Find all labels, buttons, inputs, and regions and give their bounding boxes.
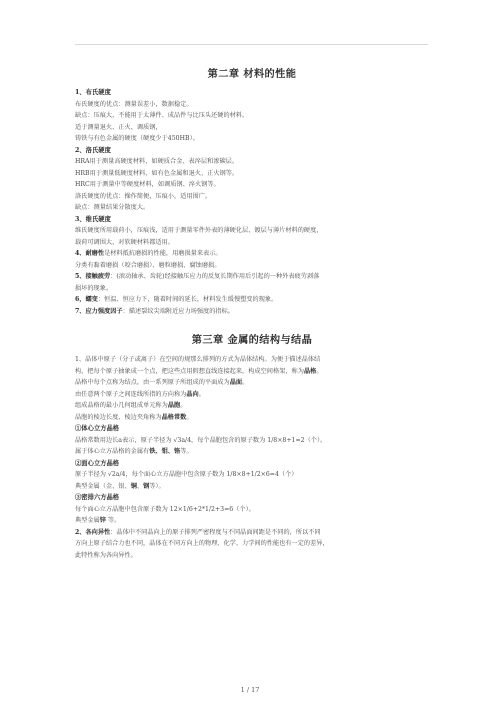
text-line <box>75 412 429 424</box>
text-line <box>75 446 429 458</box>
text-line <box>75 481 429 493</box>
section-rockwell-title: 2、洛氏硬度 <box>75 146 111 154</box>
text-span: 等。 <box>180 448 193 455</box>
text-span: 由任意两个原子之间连线所指的方向称为 <box>75 390 187 398</box>
text-line: 载荷可调围大，对软硬材料都适用。 <box>75 238 174 246</box>
page-number: 1 / 17 <box>240 686 260 694</box>
term-bold: 7、应力强度因子 <box>75 307 123 315</box>
term-bold: 6，蠕变 <box>75 296 98 303</box>
text-line: 维氏硬度所用载荷小，压痕浅，适用于测量零件外表的薄硬化层、镀层与薄片材料的硬度， <box>75 227 323 234</box>
term-bold: 晶面 <box>229 379 243 386</box>
text-span: 、 <box>136 482 144 490</box>
term-bold: 铁、钼、铬 <box>149 448 181 455</box>
text-line: 此特性称为各向异性。 <box>75 551 137 559</box>
text-span: 组成晶格的最小几何组成单元称为 <box>75 402 168 409</box>
text-span: 。 <box>242 379 249 386</box>
chapter-3-title: 第三章 金属的结构与结晶 <box>191 334 313 346</box>
text-span: 。 <box>316 367 323 375</box>
section-anisotropy <box>75 527 429 539</box>
text-span: 构，把每个原子抽象成一个点，把这些点用假想直线连接起来，构成空间格架，称为 <box>75 367 304 375</box>
text-line <box>75 389 429 401</box>
section-vickers-title: 3、维氏硬度 <box>75 215 111 223</box>
term-bold: 铜 <box>130 482 137 490</box>
text-span: 典型金属 <box>75 517 100 524</box>
text-span: ：晶体中不同晶向上的原子排列严密程度与不同晶面间距是不同的，所以不同 <box>110 528 321 536</box>
section-creep <box>75 294 429 306</box>
text-line: HRA用于测量高硬度材料，如硬质合金、表淬层和渗碳层。 <box>75 158 239 165</box>
term-bold: 5、接触疲劳 <box>75 273 111 280</box>
text-line: 晶格常数用边长a表示，原子半径为 √3a/4，每个晶胞包含的原子数为 1/8×8+1=2（个）。 <box>75 436 327 444</box>
section-brinell-title: 1、布氏硬度 <box>75 89 111 96</box>
term-bold: 晶格常数 <box>161 413 187 421</box>
text-span: ：描述裂纹尖端附近应力场强度的指标。 <box>122 307 234 315</box>
text-span: 。 <box>186 413 193 421</box>
term-bold: 晶胞 <box>167 402 181 409</box>
text-line: HRC用于测量中等硬度材料，如调质钢、淬火钢等。 <box>75 181 220 188</box>
document-body <box>75 67 429 561</box>
text-line: HRB用于测量低硬度材料，如有色金属和退火、正火钢等。 <box>75 169 239 177</box>
text-span: 晶胞的棱边长度、棱边夹角称为 <box>75 413 162 421</box>
text-line: 缺点：压痕大，不能用于太薄件、成品件与比压头还硬的材料。 <box>75 112 249 119</box>
section-contact-fatigue <box>75 271 429 283</box>
text-line: 洛氏硬度的优点：操作简便，压痕小，适用围广。 <box>75 192 212 200</box>
text-span: 是材料抵抗磨损的性能，用磨损量来表示。 <box>104 250 222 257</box>
term-bold: 锌 <box>99 517 106 524</box>
text-span: 等。 <box>105 517 121 524</box>
text-line <box>75 515 429 527</box>
chapter-2-title: 第二章 材料的性能 <box>207 68 297 80</box>
text-line: 缺点：测量结果分散度大。 <box>75 204 150 211</box>
text-line: 方向上原子结合力也不同，晶体在不同方向上的物理、化学、力学间的性能也有一定的差异， <box>75 540 329 547</box>
term-bold: 2、各向异性 <box>75 528 111 536</box>
term-bold: 4、耐磨性 <box>75 250 105 257</box>
term-bold: 晶格 <box>303 367 317 375</box>
text-span: ：(滚动轴承、齿轮)经接触压应力的反复长期作用后引起的一种外表疲劳剥落 <box>110 273 320 280</box>
text-span: 属于体心立方晶格的金属有 <box>75 448 150 455</box>
section-wear-resistance <box>75 248 429 260</box>
bcc-lattice-title: ①体心立方晶格 <box>75 425 120 432</box>
fcc-lattice-title: ②面心立方晶格 <box>75 459 120 467</box>
text-span: ：恒温、恒应力下，随着时间的延长，材料发生缓慢塑变的现象。 <box>97 296 278 303</box>
section-stress-intensity <box>75 306 429 318</box>
text-line <box>75 366 429 378</box>
text-line: 原子半径为 √2a/4，每个面心立方晶胞中包含原子数为 1/8×8+1/2×6=4（个） <box>75 471 298 478</box>
text-span: 。 <box>180 402 187 409</box>
text-line <box>75 377 429 389</box>
hcp-lattice-title: ③密排六方晶格 <box>75 494 120 501</box>
header-rule <box>75 44 428 45</box>
text-line: 分类有黏着磨损（咬合磨损）、磨粒磨损、腐蚀磨损。 <box>75 261 221 269</box>
text-span: 晶格中每个点称为结点，由一系列原子所组成的平面成为 <box>75 379 230 386</box>
text-span: 等）。 <box>149 482 165 490</box>
text-line: 布氏硬度的优点：测量误差小，数据稳定。 <box>75 100 193 108</box>
text-line <box>75 400 429 412</box>
text-span: 典型金属（金、银、 <box>75 482 131 490</box>
term-bold: 晶向 <box>186 390 199 398</box>
text-line: 适于测量退火、正火、调质钢， <box>75 123 162 131</box>
text-line: 铸铁与有色金属的硬度（硬度少于450HB）。 <box>75 135 199 142</box>
text-line: 每个面心立方晶胞中包含原子数为 12×1/6+2*1/2+3=6（个）。 <box>75 505 255 513</box>
text-line: 损坏的现象。 <box>75 284 113 292</box>
term-bold: 钢 <box>143 482 150 490</box>
text-span: 。 <box>198 390 205 398</box>
text-line: 1、晶体中原子（分子或离子）在空间的规那么排列的方式为晶体结构。为便于描述晶体结 <box>75 356 321 363</box>
